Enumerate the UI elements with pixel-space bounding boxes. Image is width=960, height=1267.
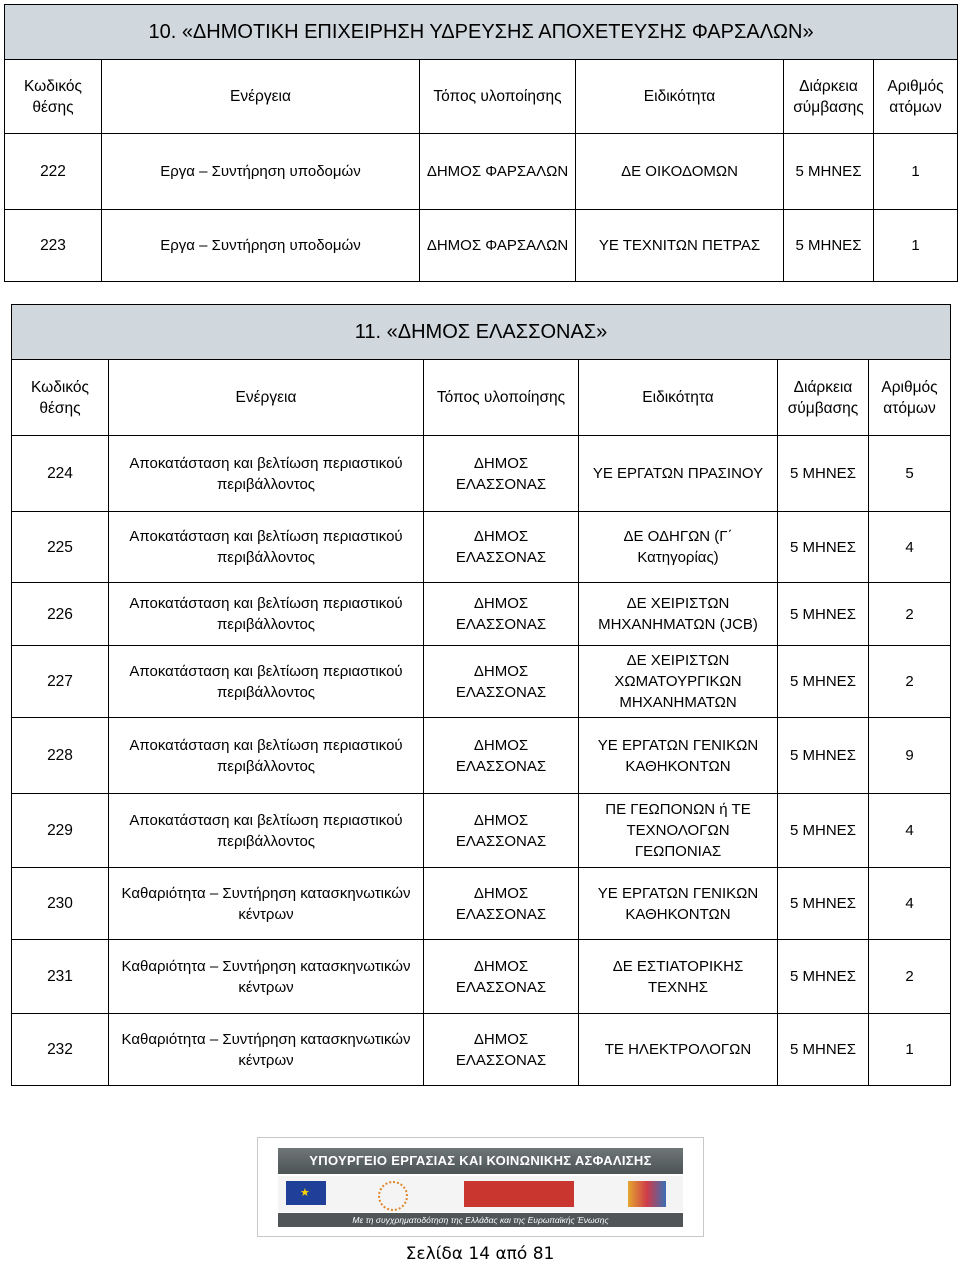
table-row: [12, 718, 951, 794]
cell-place: ΔΗΜΟΣ ΕΛΑΣΣΟΝΑΣ: [424, 512, 579, 583]
cell-place: ΔΗΜΟΣ ΦΑΡΣΑΛΩΝ: [420, 210, 576, 282]
cell-specialty: ΔΕ ΧΕΙΡΙΣΤΩΝ ΜΗΧΑΝΗΜΑΤΩΝ (JCB): [579, 583, 778, 646]
cell-duration: 5 ΜΗΝΕΣ: [778, 436, 869, 512]
section-10-title: 10. «ΔΗΜΟΤΙΚΗ ΕΠΙΧΕΙΡΗΣΗ ΥΔΡΕΥΣΗΣ ΑΠΟΧΕΤΕΥΣΗΣ ΦΑΡΣΑΛΩΝ»: [5, 5, 958, 60]
cell-duration: 5 ΜΗΝΕΣ: [778, 583, 869, 646]
cell-code: 232: [12, 1014, 109, 1086]
section-10-table: [4, 4, 958, 282]
cell-place: ΔΗΜΟΣ ΕΛΑΣΣΟΝΑΣ: [424, 1014, 579, 1086]
cell-persons: 4: [869, 794, 951, 868]
cell-place: ΔΗΜΟΣ ΦΑΡΣΑΛΩΝ: [420, 134, 576, 210]
cell-action: Αποκατάσταση και βελτίωση περιαστικού περιβάλλοντος: [109, 718, 424, 794]
table-row: [5, 134, 958, 210]
cell-persons: 1: [874, 134, 958, 210]
cell-duration: 5 ΜΗΝΕΣ: [778, 1014, 869, 1086]
table-row: [12, 868, 951, 940]
section-11-table: [11, 304, 951, 1086]
cell-specialty: ΔΕ ΟΙΚΟΔΟΜΩΝ: [576, 134, 784, 210]
cell-code: 223: [5, 210, 102, 282]
cell-specialty: ΥΕ ΕΡΓΑΤΩΝ ΓΕΝΙΚΩΝ ΚΑΘΗΚΟΝΤΩΝ: [579, 718, 778, 794]
cell-place: ΔΗΜΟΣ ΕΛΑΣΣΟΝΑΣ: [424, 436, 579, 512]
cell-persons: 1: [874, 210, 958, 282]
ministry-title: ΥΠΟΥΡΓΕΙΟ ΕΡΓΑΣΙΑΣ ΚΑΙ ΚΟΙΝΩΝΙΚΗΣ ΑΣΦΑΛΙΣΗΣ: [278, 1148, 683, 1174]
cell-persons: 5: [869, 436, 951, 512]
col-header-code: Κωδικός θέσης: [12, 360, 109, 436]
cell-action: Εργα – Συντήρηση υποδομών: [102, 134, 420, 210]
cell-specialty: ΥΕ ΕΡΓΑΤΩΝ ΠΡΑΣΙΝΟΥ: [579, 436, 778, 512]
table-row: [12, 512, 951, 583]
cell-duration: 5 ΜΗΝΕΣ: [784, 134, 874, 210]
cell-action: Αποκατάσταση και βελτίωση περιαστικού περιβάλλοντος: [109, 794, 424, 868]
cell-code: 227: [12, 646, 109, 718]
cell-code: 224: [12, 436, 109, 512]
espa-graphic-icon: [628, 1181, 666, 1207]
cell-place: ΔΗΜΟΣ ΕΛΑΣΣΟΝΑΣ: [424, 718, 579, 794]
espa-logo-icon: [670, 1181, 696, 1207]
cell-duration: 5 ΜΗΝΕΣ: [778, 868, 869, 940]
cell-action: Καθαριότητα – Συντήρηση κατασκηνωτικών κέντρων: [109, 1014, 424, 1086]
col-header-specialty: Ειδικότητα: [579, 360, 778, 436]
operational-programme-logo-icon: [464, 1181, 574, 1207]
cell-duration: 5 ΜΗΝΕΣ: [784, 210, 874, 282]
cell-action: Καθαριότητα – Συντήρηση κατασκηνωτικών κέντρων: [109, 868, 424, 940]
table-row: [12, 940, 951, 1014]
cell-action: Καθαριότητα – Συντήρηση κατασκηνωτικών κέντρων: [109, 940, 424, 1014]
cell-specialty: ΔΕ ΧΕΙΡΙΣΤΩΝ ΧΩΜΑΤΟΥΡΓΙΚΩΝ ΜΗΧΑΝΗΜΑΤΩΝ: [579, 646, 778, 718]
col-header-place: Τόπος υλοποίησης: [424, 360, 579, 436]
cell-place: ΔΗΜΟΣ ΕΛΑΣΣΟΝΑΣ: [424, 794, 579, 868]
cell-duration: 5 ΜΗΝΕΣ: [778, 512, 869, 583]
cell-persons: 2: [869, 940, 951, 1014]
cell-action: Αποκατάσταση και βελτίωση περιαστικού περιβάλλοντος: [109, 583, 424, 646]
cell-code: 222: [5, 134, 102, 210]
cell-persons: 1: [869, 1014, 951, 1086]
cell-code: 228: [12, 718, 109, 794]
cell-action: Αποκατάσταση και βελτίωση περιαστικού περιβάλλοντος: [109, 512, 424, 583]
header-row: [12, 360, 951, 436]
cofunding-note: Με τη συγχρηματοδότηση της Ελλάδας και της Ευρωπαϊκής Ένωσης: [278, 1213, 683, 1227]
cell-action: Εργα – Συντήρηση υποδομών: [102, 210, 420, 282]
col-header-duration: Διάρκεια σύμβασης: [778, 360, 869, 436]
cell-place: ΔΗΜΟΣ ΕΛΑΣΣΟΝΑΣ: [424, 940, 579, 1014]
col-header-action: Ενέργεια: [102, 60, 420, 134]
cell-specialty: ΥΕ ΕΡΓΑΤΩΝ ΓΕΝΙΚΩΝ ΚΑΘΗΚΟΝΤΩΝ: [579, 868, 778, 940]
cell-code: 229: [12, 794, 109, 868]
table-row: [12, 436, 951, 512]
cell-code: 230: [12, 868, 109, 940]
col-header-persons: Αριθμός ατόμων: [869, 360, 951, 436]
col-header-place: Τόπος υλοποίησης: [420, 60, 576, 134]
col-header-code: Κωδικός θέσης: [5, 60, 102, 134]
col-header-specialty: Ειδικότητα: [576, 60, 784, 134]
section-11-title: 11. «ΔΗΜΟΣ ΕΛΑΣΣΟΝΑΣ»: [12, 305, 951, 360]
logo-strip: [278, 1176, 683, 1212]
cell-duration: 5 ΜΗΝΕΣ: [778, 718, 869, 794]
eu-flag-icon: [286, 1181, 326, 1205]
cell-specialty: ΔΕ ΟΔΗΓΩΝ (Γ΄ Κατηγορίας): [579, 512, 778, 583]
espa-funding-banner: [257, 1137, 704, 1237]
table-row: [12, 583, 951, 646]
table-row: [12, 794, 951, 868]
col-header-duration: Διάρκεια σύμβασης: [784, 60, 874, 134]
cell-persons: 2: [869, 583, 951, 646]
cell-place: ΔΗΜΟΣ ΕΛΑΣΣΟΝΑΣ: [424, 583, 579, 646]
table-row: [12, 646, 951, 718]
cell-duration: 5 ΜΗΝΕΣ: [778, 940, 869, 1014]
cell-place: ΔΗΜΟΣ ΕΛΑΣΣΟΝΑΣ: [424, 646, 579, 718]
cell-action: Αποκατάσταση και βελτίωση περιαστικού περιβάλλοντος: [109, 646, 424, 718]
col-header-action: Ενέργεια: [109, 360, 424, 436]
table-row: [5, 210, 958, 282]
cell-code: 226: [12, 583, 109, 646]
cell-specialty: ΔΕ ΕΣΤΙΑΤΟΡΙΚΗΣ ΤΕΧΝΗΣ: [579, 940, 778, 1014]
cell-action: Αποκατάσταση και βελτίωση περιαστικού περιβάλλοντος: [109, 436, 424, 512]
cell-persons: 9: [869, 718, 951, 794]
page-number: Σελίδα 14 από 81: [405, 1244, 555, 1264]
cell-persons: 4: [869, 512, 951, 583]
cell-code: 225: [12, 512, 109, 583]
cell-persons: 4: [869, 868, 951, 940]
cell-code: 231: [12, 940, 109, 1014]
cell-duration: 5 ΜΗΝΕΣ: [778, 794, 869, 868]
table-row: [12, 1014, 951, 1086]
cell-place: ΔΗΜΟΣ ΕΛΑΣΣΟΝΑΣ: [424, 868, 579, 940]
cell-persons: 2: [869, 646, 951, 718]
cell-specialty: ΠΕ ΓΕΩΠΟΝΩΝ ή ΤΕ ΤΕΧΝΟΛΟΓΩΝ ΓΕΩΠΟΝΙΑΣ: [579, 794, 778, 868]
header-row: [5, 60, 958, 134]
sun-emblem-icon: [378, 1181, 408, 1211]
cell-duration: 5 ΜΗΝΕΣ: [778, 646, 869, 718]
col-header-persons: Αριθμός ατόμων: [874, 60, 958, 134]
cell-specialty: ΥΕ ΤΕΧΝΙΤΩΝ ΠΕΤΡΑΣ: [576, 210, 784, 282]
cell-specialty: ΤΕ ΗΛΕΚΤΡΟΛΟΓΩΝ: [579, 1014, 778, 1086]
